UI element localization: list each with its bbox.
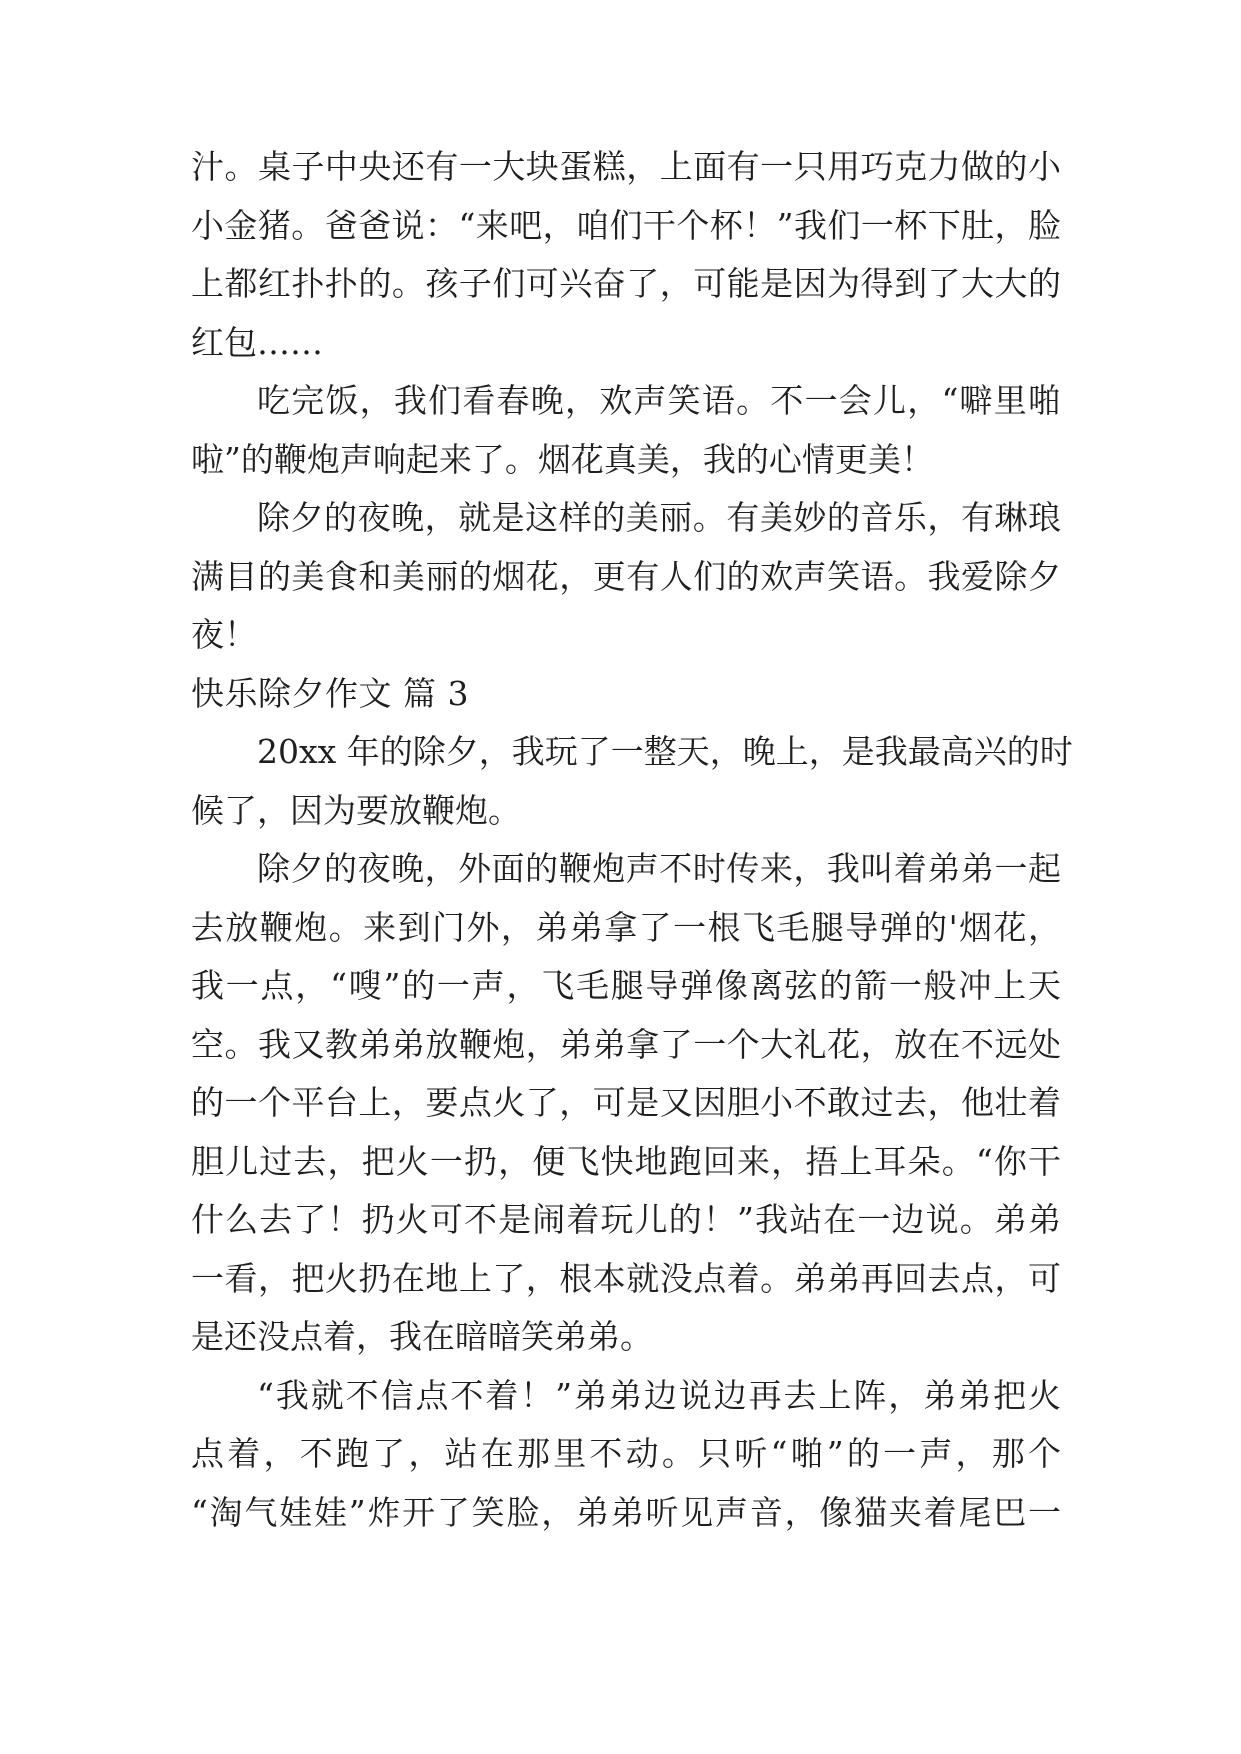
text-line: 胆儿过去，把火一扔，便飞快地跑回来，捂上耳朵。“你干 [191, 1141, 1061, 1181]
paragraph-start-line: 20xx 年的除夕，我玩了一整天，晚上，是我最高兴的时 [257, 732, 1073, 771]
text-line: 红包…… [191, 322, 323, 362]
text-line: 夜！ [191, 615, 257, 654]
text-line: 空。我又教弟弟放鞭炮，弟弟拿了一个大礼花，放在不远处 [191, 1024, 1061, 1064]
text-line: 我一点，“嗖”的一声，飞毛腿导弹像离弦的箭一般冲上天 [191, 966, 1061, 1005]
text-line: 点着，不跑了，站在那里不动。只听“啪”的一声，那个 [191, 1434, 1061, 1473]
text-line: 满目的美食和美丽的烟花，更有人们的欢声笑语。我爱除夕 [191, 556, 1061, 596]
text-line: 什么去了！扔火可不是闹着玩儿的！”我站在一边说。弟弟 [191, 1200, 1061, 1239]
text-line: 一看，把火扔在地上了，根本就没点着。弟弟再回去点，可 [191, 1258, 1061, 1298]
essay-body [191, 138, 1073, 1542]
text-line: 汁。桌子中央还有一大块蛋糕，上面有一只用巧克力做的小 [191, 147, 1061, 186]
paragraph-start-line: 除夕的夜晚，外面的鞭炮声不时传来，我叫着弟弟一起 [257, 849, 1061, 888]
section-heading: 快乐除夕作文 篇 3 [191, 673, 469, 713]
paragraph-start-line: 除夕的夜晚，就是这样的美丽。有美妙的音乐，有琳琅 [257, 498, 1061, 537]
text-line: 小金猪。爸爸说：“来吧，咱们干个杯！”我们一杯下肚，脸 [191, 205, 1061, 245]
text-line: 上都红扑扑的。孩子们可兴奋了，可能是因为得到了大大的 [191, 264, 1061, 303]
paragraph-start-line: 吃完饭，我们看春晚，欢声笑语。不一会儿，“噼里啪 [257, 381, 1061, 420]
text-line: “淘气娃娃”炸开了笑脸，弟弟听见声音，像猫夹着尾巴一 [191, 1492, 1061, 1532]
text-line: 候了，因为要放鞭炮。 [191, 790, 521, 830]
text-line: 去放鞭炮。来到门外，弟弟拿了一根飞毛腿导弹的'烟花， [191, 907, 1061, 947]
text-line: 啦”的鞭炮声响起来了。烟花真美，我的心情更美！ [191, 439, 934, 479]
text-line: 的一个平台上，要点火了，可是又因胆小不敢过去，他壮着 [191, 1083, 1061, 1122]
paragraph-start-line: “我就不信点不着！”弟弟边说边再去上阵，弟弟把火 [257, 1375, 1061, 1415]
text-line: 是还没点着，我在暗暗笑弟弟。 [191, 1317, 653, 1356]
